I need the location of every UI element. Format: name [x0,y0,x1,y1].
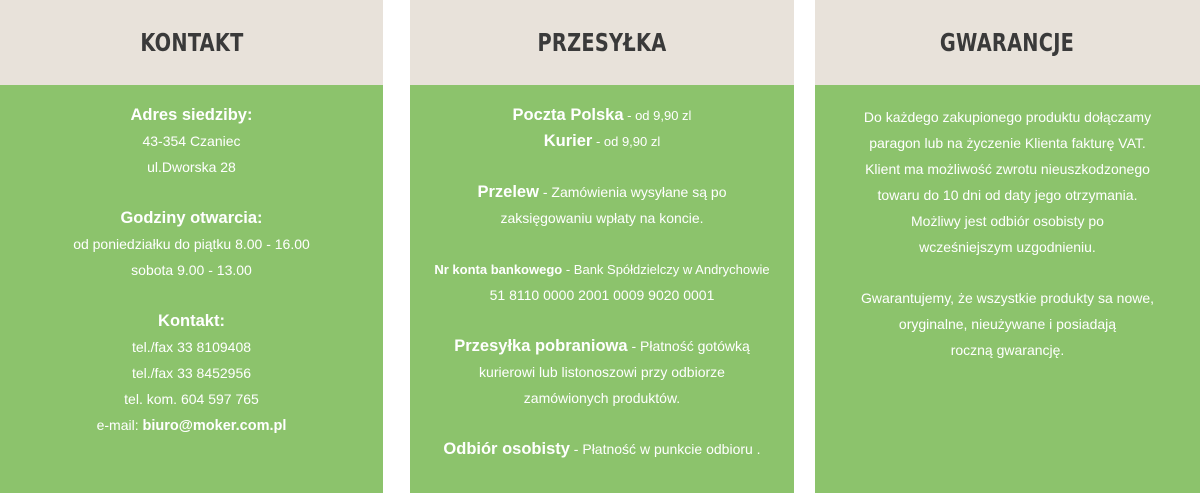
konto-label: Nr konta bankowego [434,262,563,277]
address-line2: ul.Dworska 28 [147,159,236,175]
przelew-line [410,179,794,205]
gwarancje-p1-line4: towaru do 10 dni od daty jego otrzymania. [877,187,1138,203]
pobranie-text3: zamówionych produktów. [523,390,681,406]
kontakt-body [0,85,383,438]
gwarancje-p2-line1: Gwarantujemy, że wszystkie produkty sa nowe, [860,290,1155,306]
gwarancje-body [815,85,1200,363]
kontakt-panel [0,0,383,493]
address-label: Adres siedziby: [130,106,253,124]
address-line1: 43-354 Czaniec [142,133,241,149]
poczta-line [410,102,794,128]
gwarancje-p1-line3: Klient ma możliwość zwrotu nieuszkodzonego [865,161,1150,177]
konto-number: 51 8110 0000 2001 0009 9020 0001 [489,287,715,303]
przelew-label: Przelew [477,183,539,201]
gwarancje-p1-line1: Do każdego zakupionego produktu dołączamy [863,109,1152,125]
email-link[interactable]: biuro@moker.com.pl [142,418,287,434]
gwarancje-p1-line6: wcześniejszym uzgodnieniu. [919,239,1096,255]
contact-label: Kontakt: [158,312,225,330]
gwarancje-panel [815,0,1200,493]
gwarancje-header [815,0,1200,85]
przesylka-panel [410,0,794,493]
przelew-text1: - Zamówienia wysyłane są po [538,184,727,200]
email-prefix: e-mail: [96,417,143,433]
hours-weekdays: od poniedziałku do piątku 8.00 - 16.00 [73,236,310,252]
kurier-line [410,128,794,154]
kontakt-header [0,0,383,85]
email-line [0,412,383,438]
hours-saturday: sobota 9.00 - 13.00 [131,262,252,278]
gwarancje-title: GWARANCJE [940,28,1075,57]
gwarancje-p1-line5: Możliwy jest odbiór osobisty po [911,213,1104,229]
kontakt-title: KONTAKT [139,28,244,57]
odbior-line [410,436,794,462]
przesylka-body [410,85,794,462]
konto-bank: - Bank Spółdzielczy w Andrychowie [562,262,770,277]
konto-line [410,256,794,282]
mobile-phone: tel. kom. 604 597 765 [124,391,259,407]
hours-label: Godziny otwarcia: [120,209,263,227]
kurier-label: Kurier [543,132,593,150]
poczta-label: Poczta Polska [512,106,624,124]
poczta-price: - od 9,90 zl [623,108,692,123]
pobranie-label: Przesyłka pobraniowa [454,337,628,355]
gwarancje-p2-line3: roczną gwarancję. [950,342,1065,358]
gwarancje-p1-line2: paragon lub na życzenie Klienta fakturę VAT. [869,135,1146,151]
przesylka-title: PRZESYŁKA [537,28,667,57]
przesylka-header [410,0,794,85]
phone1: tel./fax 33 8109408 [131,339,252,355]
pobranie-text2: kurierowi lub listonoszowi przy odbiorze [479,364,725,380]
pobranie-text1: - Płatność gotówką [627,338,750,354]
phone2: tel./fax 33 8452956 [131,365,252,381]
gwarancje-p2-line2: oryginalne, nieużywane i posiadają [898,316,1117,332]
odbior-label: Odbiór osobisty [443,440,570,458]
odbior-text: - Płatność w punkcie odbioru . [569,441,761,457]
pobranie-line [410,333,794,359]
kurier-price: - od 9,90 zl [592,134,661,149]
przelew-text2: zaksięgowaniu wpłaty na koncie. [500,210,704,226]
